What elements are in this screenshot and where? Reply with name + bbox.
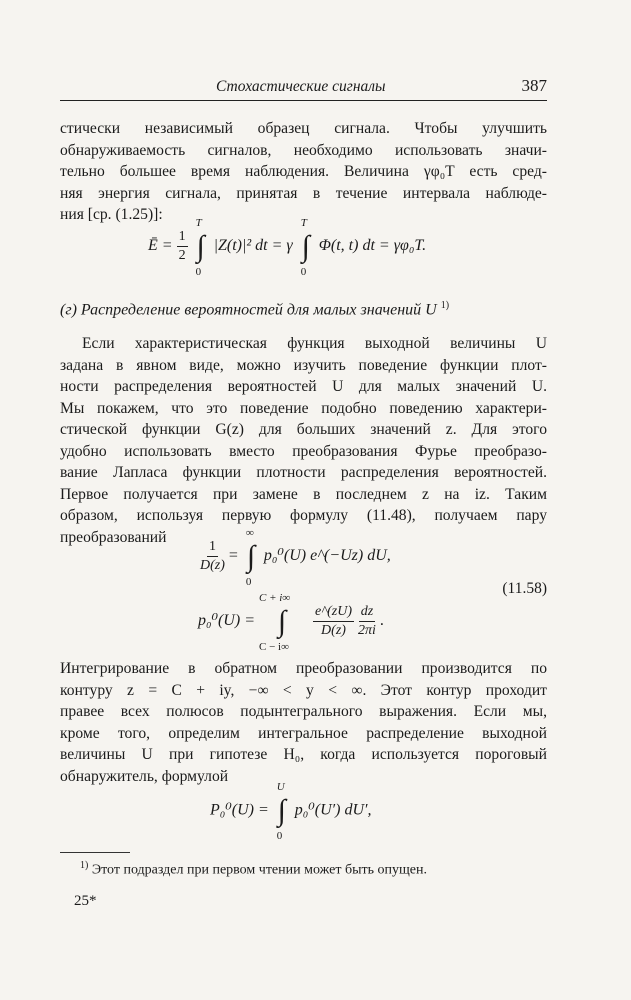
text-line: кроме того, определим интегральное распределение выходной — [60, 724, 547, 742]
text-line: обнаруживаемость сигналов, необходимо использовать значи- — [60, 141, 547, 159]
text-line: контуру z = C + iy, −∞ < y < ∞. Этот контур проходит — [60, 681, 547, 699]
integral-sign: ∫ C + i∞ C − i∞ — [258, 591, 291, 653]
paragraph-3 — [60, 658, 547, 787]
running-header — [60, 76, 547, 100]
text-line: ности распределения вероятностей U для малых значений U. — [60, 378, 547, 395]
paragraph-2 — [60, 333, 547, 548]
printer-signature: 25* — [74, 893, 97, 909]
text-line: Мы покажем, что это поведение подобно поведению характери- — [60, 399, 547, 417]
text-line: няя энергия сигнала, принятая в течение интервала наблюде- — [60, 184, 547, 202]
fraction-inverse-d: $\frac{1}{D(z)}$ — [200, 539, 225, 573]
text-line: вание Лапласа функции плотности распределения вероятностей. — [60, 464, 547, 481]
equation-number: (11.58) — [502, 580, 547, 597]
text-line: Если характеристическая функция выходной величины U — [82, 335, 547, 352]
integral-sign: ∫ U 0 — [276, 781, 286, 842]
footnote-rule — [60, 852, 130, 853]
text-line: стической функции G(z) для больших значений z. Для этого — [60, 421, 547, 438]
text-line: правее всех полюсов подынтегрального выражения. Если мы, — [60, 703, 547, 720]
integral-sign: ∫ ∞ 0 — [245, 526, 256, 588]
text-line: Интегрирование в обратном преобразовании производится по — [60, 660, 547, 677]
equation-transform-1: $\frac{1}{D(z)}$ = ∫ ∞ 0 p₀⁰(U) e^(−Uz) dU, — [200, 526, 391, 588]
text-line: Первое получается при замене в последнем z на iz. Таким — [60, 485, 547, 503]
paragraph-1 — [60, 118, 547, 226]
text-line: преобразований — [60, 528, 167, 546]
text-line: величины U при гипотезе H₀, когда используется пороговый — [60, 746, 547, 763]
text-line: удобно использовать вместо преобразования Фурье преобразо- — [60, 442, 547, 460]
fraction-dz: $\frac{dz}{2\pi i}$ — [358, 604, 376, 638]
footnote: $^{1)}$ Этот подраздел при первом чтении может быть опущен. — [80, 860, 427, 878]
section-heading: (г) Распределение вероятностей для малых значений U $^{1)}$ — [60, 300, 450, 319]
text-line: ния [ср. (1.25)]: — [60, 206, 163, 223]
text-line: задана в явном виде, можно изучить поведение функции плот- — [60, 356, 547, 374]
integral-sign: ∫ T 0 — [195, 216, 205, 278]
equation-energy: Ē = $\frac{1}{2}$ ∫ T 0 |Z(t)|² dt = γ ∫ T 0 Φ(t, t) dt = γφ₀T. — [148, 216, 427, 278]
text-line: образом, используя первую формулу (11.48), получаем пару — [60, 507, 547, 524]
fraction-half: $\frac{1}{2}$ — [178, 229, 186, 263]
equation-cdf: P₀⁰(U) = ∫ U 0 p₀⁰(U′) dU′, — [210, 781, 372, 842]
running-title: Стохастические сигналы — [216, 78, 386, 95]
page-number: 387 — [521, 76, 547, 95]
fraction-exp: $\frac{e\^{}(zU)}{D(z)}$ — [314, 604, 352, 638]
integral-sign: ∫ T 0 — [300, 216, 310, 278]
text-line: тельно большее время наблюдения. Величина γφ₀T есть сред- — [60, 163, 547, 180]
text-line: обнаружитель, формулой — [60, 767, 229, 785]
text-line: стически независимый образец сигнала. Чтобы улучшить — [60, 120, 547, 137]
equation-transform-2: p₀⁰(U) = ∫ C + i∞ C − i∞ $\frac{e\^{}(zU)}{D(z)}$ $\frac{dz}{2\pi i}$ . — [198, 591, 384, 653]
header-rule — [60, 100, 547, 101]
